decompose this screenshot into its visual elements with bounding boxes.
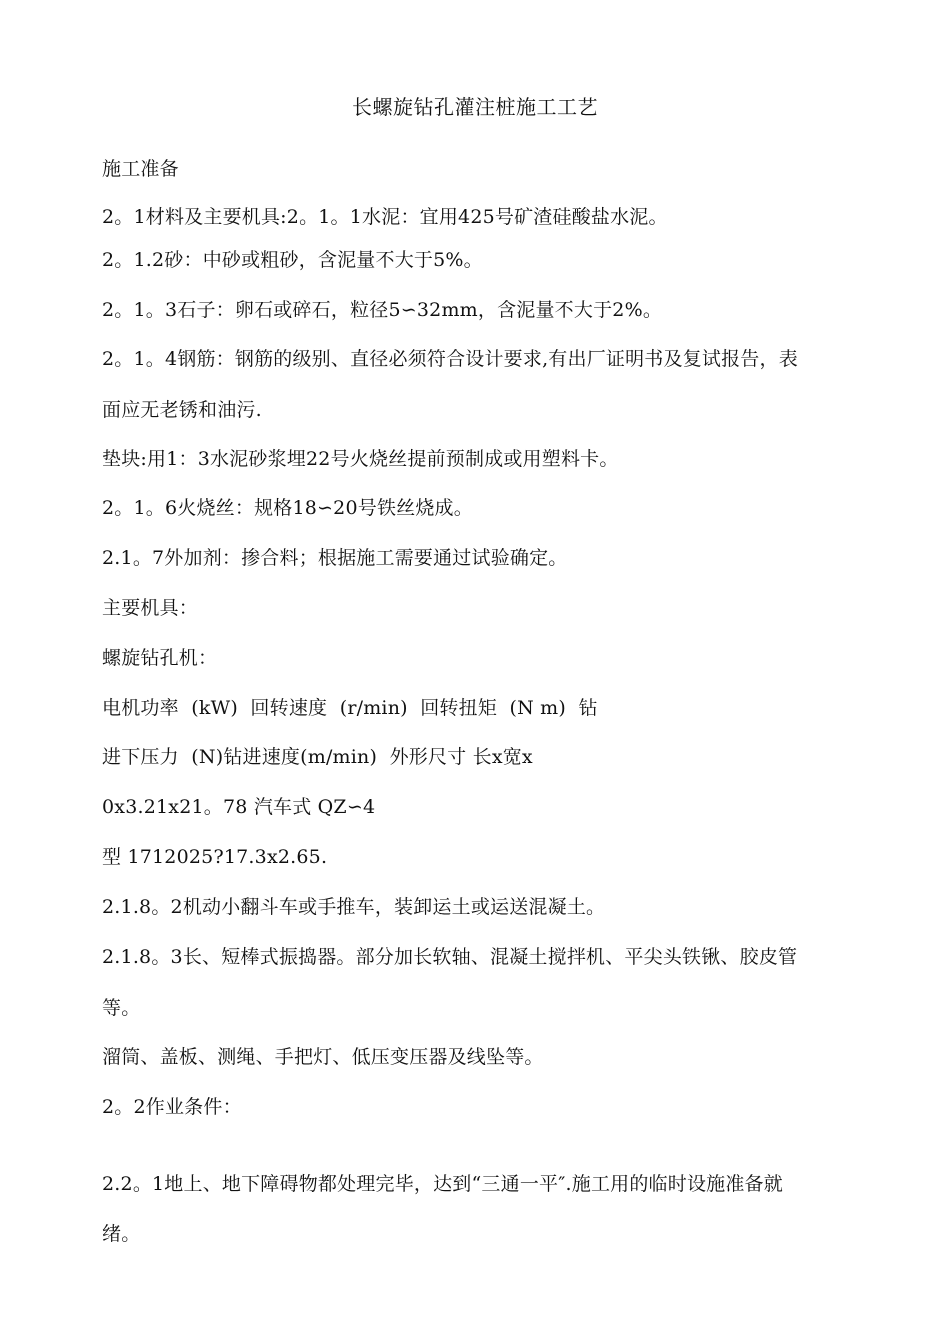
paragraph-line: 2.1.8。3长、短棒式振捣器。部分加长软轴、混凝土搅拌机、平尖头铁锹、胶皮管 <box>102 946 798 968</box>
paragraph-line: 2。2作业条件： <box>102 1096 242 1118</box>
paragraph-line: 电机功率 (kW) 回转速度 (r/min) 回转扭矩 (N m) 钻 <box>102 697 598 719</box>
document-title: 长螺旋钻孔灌注桩施工工艺 <box>352 95 598 119</box>
paragraph-line: 垫块:用1：3水泥砂浆埋22号火烧丝提前预制成或用塑料卡。 <box>102 448 619 470</box>
paragraph-line: 2。1。4钢筋：钢筋的级别、直径必须符合设计要求,有出厂证明书及复试报告，表 <box>102 348 798 370</box>
paragraph-line: 2.1.8。2机动小翻斗车或手推车，装卸运土或运送混凝土。 <box>102 896 606 918</box>
paragraph-line: 绪。 <box>102 1223 141 1245</box>
paragraph-line: 螺旋钻孔机： <box>102 647 218 669</box>
paragraph-line: 2.2。1地上、地下障碍物都处理完毕，达到“三通一平″.施工用的临时设施准备就 <box>102 1173 783 1195</box>
paragraph-line: 2。1.2砂：中砂或粗砂，含泥量不大于5%。 <box>102 249 483 271</box>
paragraph-line: 0x3.21x21。78 汽车式 QZ∽4 <box>102 796 376 818</box>
paragraph-line: 型 1712025?17.3x2.65. <box>102 846 328 868</box>
paragraph-line: 主要机具： <box>102 597 199 619</box>
paragraph-line: 进下压力 (N)钻进速度(m/min) 外形尺寸 长x宽x <box>102 746 533 768</box>
paragraph-line: 等。 <box>102 997 141 1019</box>
paragraph-line: 面应无老锈和油污. <box>102 399 262 421</box>
paragraph-line: 施工准备 <box>102 158 179 180</box>
paragraph-line: 2。1。3石子：卵石或碎石，粒径5∽32mm，含泥量不大于2%。 <box>102 299 663 321</box>
paragraph-line: 2。1。6火烧丝：规格18∽20号铁丝烧成。 <box>102 497 473 519</box>
paragraph-line: 2.1。7外加剂：掺合料；根据施工需要通过试验确定。 <box>102 547 568 569</box>
paragraph-line: 2。1材料及主要机具:2。1。1水泥：宜用425号矿渣硅酸盐水泥。 <box>102 206 668 228</box>
paragraph-line: 溜筒、盖板、测绳、手把灯、低压变压器及线坠等。 <box>102 1046 544 1068</box>
